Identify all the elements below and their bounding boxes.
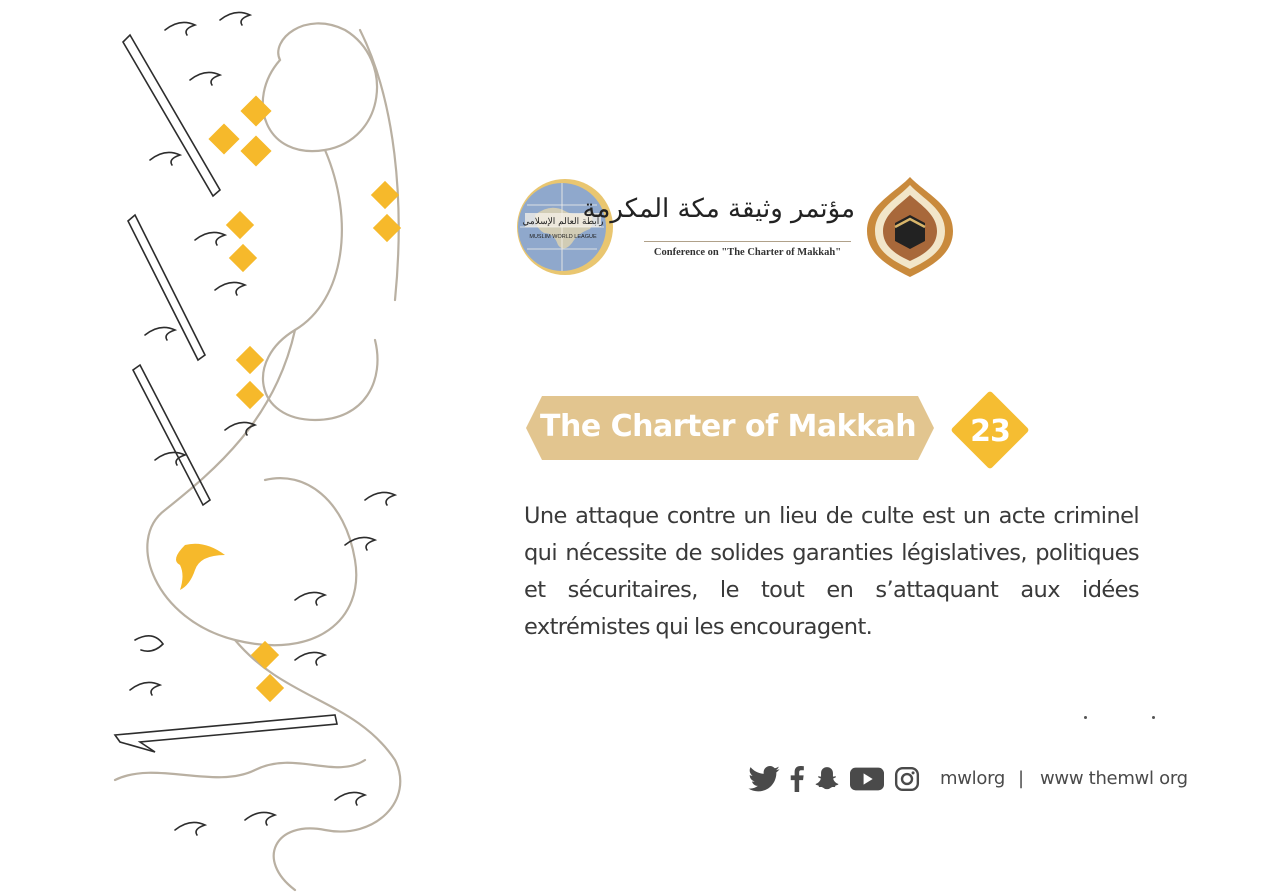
facebook-icon[interactable]: [790, 766, 804, 792]
footer-separator: |: [1018, 768, 1024, 789]
instagram-icon[interactable]: [894, 766, 920, 792]
decorative-dots: [1080, 712, 1160, 722]
mwl-logo-arabic-text: رابطة العالم الإسلامي: [522, 217, 604, 227]
snapchat-icon[interactable]: [814, 766, 840, 792]
dot: [1084, 716, 1087, 719]
twitter-icon[interactable]: [748, 766, 780, 792]
conference-arabic-title: مؤتمر وثيقة مكة المكرمة: [582, 194, 855, 224]
charter-article-number: 23: [970, 414, 1010, 449]
mwl-logo-english-text: MUSLIM WORLD LEAGUE: [529, 234, 597, 240]
conference-title-block: [582, 187, 855, 267]
youtube-icon[interactable]: [850, 766, 884, 792]
social-footer: [748, 762, 1188, 796]
calligraphy-decoration: [95, 0, 435, 896]
conference-divider: [644, 241, 851, 242]
charter-title: The Charter of Makkah: [540, 409, 917, 444]
header-logos: [515, 175, 960, 285]
conference-english-title: Conference on "The Charter of Makkah": [653, 247, 842, 258]
dot: [1152, 716, 1155, 719]
article-body-text: Une attaque contre un lieu de culte est un acte criminel qui nécessite de solides garanties législatives, politiques et sécuritaires, le tout en s’attaquant aux idées extrémistes qui les encouragent.: [524, 503, 1139, 640]
social-handle[interactable]: mwlorg: [940, 768, 1005, 789]
charter-kaaba-logo: [865, 175, 955, 280]
website-link[interactable]: www themwl org: [1040, 768, 1188, 789]
